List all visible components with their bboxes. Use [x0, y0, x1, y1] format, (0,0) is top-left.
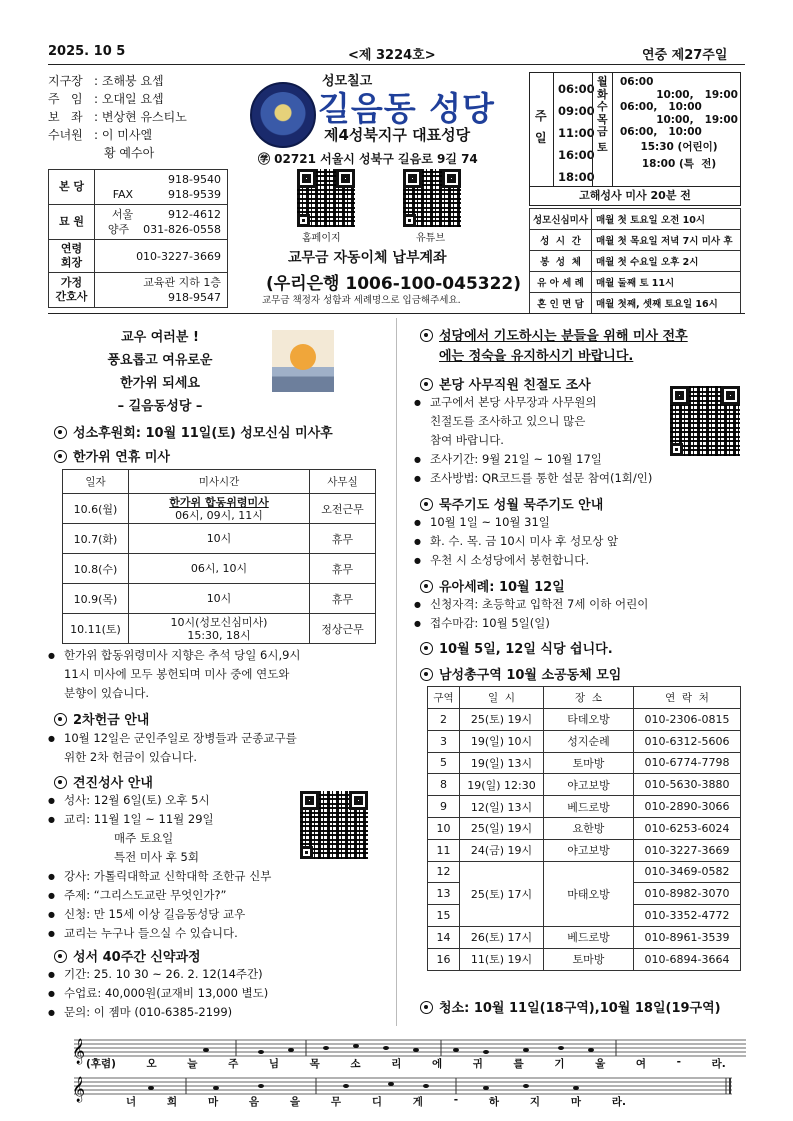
survey-line: 친절도를 조사하고 있으니 많은 [430, 414, 586, 428]
lyric-syllable: 귀 [472, 1058, 483, 1070]
staff-role: 지구장 [48, 74, 83, 88]
contact-phone: 010-3352-4772 [634, 905, 741, 927]
section-bullet-icon [420, 498, 433, 511]
meeting-place: 베드로방 [544, 926, 634, 948]
contact-phone: 010-6253-6024 [634, 817, 741, 839]
greeting-line: 교우 여러분 ! [121, 330, 199, 345]
meeting-place: 베드로방 [544, 796, 634, 818]
holiday-mass-title: 한가위 연휴 미사 [54, 446, 170, 465]
confirmation-item: ● 강사: 가톨릭대학교 신학대학 조한규 신부 [44, 867, 392, 886]
contact-line: 918-9547 [168, 291, 221, 304]
cleaning-notice: 청소: 10월 11일(18구역),10월 18일(19구역) [420, 997, 721, 1016]
parish-subtitle: 제4성북지구 대표성당 [324, 126, 471, 144]
zone: 5 [428, 752, 460, 774]
schedule-label: 유 아 세 례 [530, 272, 592, 293]
mass-time [129, 614, 310, 644]
mass-time [129, 584, 310, 614]
section-bullet-icon [420, 378, 433, 391]
lyric-syllable: (후렴) [86, 1058, 116, 1070]
greeting-line: 풍요롭고 여유로운 [107, 353, 213, 368]
table-row [63, 584, 376, 614]
schedule-label: 봉 성 체 [530, 251, 592, 272]
moon-image [272, 330, 334, 392]
section-bullet-icon [54, 950, 67, 963]
list-item: ● 10월 1일 ~ 10월 31일 [410, 513, 750, 532]
lyric-syllable: 님 [268, 1058, 280, 1070]
issue-number: <제 3224호> [348, 48, 436, 63]
weekday-label [597, 156, 608, 173]
header-rule [48, 64, 745, 65]
lyric-syllable: 목 [309, 1058, 320, 1070]
meeting-time: 25(일) 19시 [460, 817, 544, 839]
vocation-section-title: 성소후원회: 10월 11일(토) 성모신심 미사후 [54, 422, 333, 441]
survey-qr-icon[interactable] [670, 386, 740, 456]
table-header: 연 락 처 [634, 687, 741, 709]
contact-phone: 010-6312-5606 [634, 730, 741, 752]
section-bullet-icon [420, 329, 433, 342]
staff-name: : 변상현 유스티노 [94, 110, 187, 124]
weekday-time: 06:00 [620, 76, 654, 88]
survey-title: 본당 사무직원 친절도 조사 [420, 374, 591, 393]
schedule-label: 혼 인 면 담 [530, 293, 592, 314]
mass-times: 06시, 10시 [190, 562, 248, 575]
lyric-syllable: 지 [529, 1096, 541, 1108]
lyric-syllable: - [676, 1056, 682, 1068]
second-collection-title: 2차헌금 안내 [54, 709, 149, 728]
list-item: ● 접수마감: 10월 5일(일) [410, 614, 750, 633]
zone: 10 [428, 817, 460, 839]
confirmation-item: ● 성사: 12월 6일(토) 오후 5시 [44, 791, 392, 810]
lyric-syllable: 주 [228, 1058, 239, 1070]
contact-phone: 010-8961-3539 [634, 926, 741, 948]
rosary-title: 묵주기도 성월 묵주기도 안내 [420, 494, 603, 513]
office-status: 휴무 [310, 554, 376, 584]
staff-list [48, 72, 187, 162]
section-bullet-icon [54, 776, 67, 789]
lyric-syllable: - [453, 1094, 459, 1106]
issue-date: 2025. 10 5 [48, 44, 126, 59]
greeting-line: 한가위 되세요 [120, 376, 200, 391]
bible-item: ● 문의: 이 젬마 (010-6385-2199) [44, 1003, 392, 1022]
contact-label: 가정 간호사 [49, 273, 95, 308]
list-item: ● 화. 수. 목. 금 10시 미사 후 성모상 앞 [410, 532, 750, 551]
confirmation-item: ● 주제: “그리스도교란 무엇인가?” [44, 886, 392, 905]
meeting-place: 야고보방 [544, 774, 634, 796]
lyric-syllable: 무 [330, 1096, 341, 1108]
schedule-value: 매월 첫 토요일 오전 10시 [592, 209, 741, 230]
mass-title: 한가위 합동위령미사 [169, 495, 269, 509]
mass-date: 10.9(목) [63, 584, 129, 614]
table-header: 미사시간 [129, 470, 310, 494]
confirmation-item: ● 교리: 11월 1일 ~ 11월 29일 [44, 810, 392, 829]
table-row [428, 774, 741, 796]
meeting-place: 마태오방 [544, 861, 634, 926]
table-row [428, 709, 741, 731]
contact-value [95, 240, 228, 273]
sunday-mass-times [558, 78, 595, 188]
schedule-value: 매월 첫째, 셋째 토요일 16시 [592, 293, 741, 314]
table-row [428, 839, 741, 861]
contact-label: 본 당 [49, 170, 95, 205]
mass-date: 10.11(토) [63, 614, 129, 644]
lyric-syllable: 울 [595, 1058, 606, 1070]
svg-text:𝄞: 𝄞 [72, 1077, 86, 1102]
table-row [63, 494, 376, 524]
schedule-value: 매월 첫 수요일 오후 2시 [592, 251, 741, 272]
contact-phone: 010-2890-3066 [634, 796, 741, 818]
infant-baptism-title: 유아세례: 10월 12일 [420, 576, 565, 595]
table-header: 장 소 [544, 687, 634, 709]
meeting-time: 24(금) 19시 [460, 839, 544, 861]
cafeteria-closed: 10월 5일, 12일 식당 쉽니다. [420, 638, 613, 657]
survey-item: ● 조사방법: QR코드를 통한 설문 참여(1회/인) [410, 469, 750, 488]
staff-role: 수녀원 [48, 128, 83, 142]
contact-table [48, 169, 228, 308]
weekday-time: 15:30 (어린이) [640, 140, 718, 153]
contact-line: FAX 918-9539 [112, 188, 221, 201]
meeting-place: 요한방 [544, 817, 634, 839]
schedule-value: 매월 둘째 토 11시 [592, 272, 741, 293]
lyric-syllable: 를 [513, 1058, 524, 1070]
weekday-time: 10:00, 19:00 [656, 88, 738, 101]
table-row [428, 948, 741, 970]
schedule-row [530, 251, 741, 272]
lyric-syllable: 음 [248, 1096, 260, 1108]
lyric-syllable: 게 [412, 1096, 423, 1108]
greeting-line: – 길음동성당 – [117, 399, 203, 414]
table-row [428, 861, 741, 883]
weekday-label: 수 [597, 100, 608, 113]
weekday-label: 금 [597, 125, 608, 138]
music-lyrics-line1 [86, 1056, 726, 1071]
mass-date: 10.7(화) [63, 524, 129, 554]
table-header: 구역 [428, 687, 460, 709]
confirmation-item: ● 교리는 누구나 들으실 수 있습니다. [44, 924, 392, 943]
lyric-syllable: 희 [166, 1096, 178, 1108]
section-bullet-icon [54, 450, 67, 463]
parish-name: 길음동 성당 [318, 89, 495, 128]
staff-row [48, 126, 187, 144]
weekday-time: 06:00, 10:00 [620, 126, 702, 138]
account-note: 교무금 책정자 성함과 세례명으로 입금해주세요. [262, 295, 461, 306]
lyric-syllable: 소 [350, 1058, 361, 1070]
lyric-syllable: 라. [611, 1096, 626, 1108]
lyric-syllable: 마 [570, 1096, 582, 1108]
contact-label: 연령 회장 [49, 240, 95, 273]
lyric-syllable: 오 [146, 1058, 157, 1070]
office-status: 휴무 [310, 584, 376, 614]
lyric-syllable: 기 [554, 1058, 565, 1070]
second-collection-text [44, 729, 392, 767]
confirmation-title: 견진성사 안내 [54, 772, 153, 791]
office-status: 정상근무 [310, 614, 376, 644]
schedule-label: 성모신심미사 [530, 209, 592, 230]
staff-name: : 조해붕 요셉 [94, 74, 164, 88]
contact-label: 묘 원 [49, 205, 95, 240]
memorial-mass-note [44, 646, 392, 703]
sunday-time: 06:00 [558, 82, 595, 96]
note-line: 분향이 있습니다. [64, 686, 150, 700]
meeting-place: 야고보방 [544, 839, 634, 861]
meeting-place: 타데오방 [544, 709, 634, 731]
account-number: (우리은행 1006-100-045322) [266, 274, 522, 294]
lyric-syllable: 을 [289, 1096, 301, 1108]
schedule-row [530, 272, 741, 293]
confirmation-item: ● 신청: 만 15세 이상 길음동성당 교우 [44, 905, 392, 924]
table-row [428, 752, 741, 774]
weekday-labels [597, 76, 608, 173]
schedule-label: 성 시 간 [530, 230, 592, 251]
section-bullet-icon [420, 580, 433, 593]
meeting-place: 토마방 [544, 752, 634, 774]
lyric-syllable: 하 [488, 1096, 500, 1108]
mass-times: 10시 [206, 592, 232, 605]
table-header-row [428, 687, 741, 709]
youtube-qr-icon[interactable] [403, 169, 461, 227]
zone: 13 [428, 883, 460, 905]
table-row [428, 730, 741, 752]
weekday-time: 06:00, 10:00 [620, 101, 702, 113]
weekday-times [620, 76, 738, 173]
weekday-label: 화 [597, 87, 608, 101]
homepage-qr-icon[interactable] [297, 169, 355, 227]
rosary-items [410, 513, 750, 570]
lyric-syllable: 여 [635, 1058, 647, 1070]
section-rule [48, 313, 745, 314]
parish-address: ㊫ 02721 서울시 성북구 길음로 9길 74 [258, 152, 478, 166]
zone: 3 [428, 730, 460, 752]
mass-time [129, 494, 310, 524]
zone: 16 [428, 948, 460, 970]
mass-time [129, 524, 310, 554]
schedule-row [530, 209, 741, 230]
mass-title: 10시(성모신심미사) [170, 615, 268, 629]
weekday-time: 18:00 (특 전) [641, 157, 717, 170]
parish-logo [250, 82, 316, 148]
liturgical-week: 연중 제27주일 [642, 48, 728, 63]
sunday-time: 16:00 [558, 148, 595, 162]
contact-line: 양주 031-826-0558 [107, 223, 221, 236]
schedule-row [530, 293, 741, 314]
office-status: 오전근무 [310, 494, 376, 524]
bible-course-title: 성서 40주간 신약과정 [54, 946, 201, 965]
collection-line: 위한 2차 헌금이 있습니다. [64, 750, 198, 764]
music-lyrics-line2 [126, 1094, 626, 1109]
confirmation-detail: 매주 토요일 [114, 831, 174, 845]
contact-line: 918-9540 [168, 173, 221, 186]
table-row [428, 926, 741, 948]
meeting-place: 성지순례 [544, 730, 634, 752]
lyric-syllable: 라. [711, 1058, 726, 1070]
section-bullet-icon [420, 642, 433, 655]
bible-course-items [44, 965, 392, 1022]
table-header: 일 시 [460, 687, 544, 709]
sunday-time: 11:00 [558, 126, 595, 140]
zone: 11 [428, 839, 460, 861]
meeting-time: 19(일) 10시 [460, 730, 544, 752]
table-row [428, 796, 741, 818]
contact-value [95, 205, 228, 240]
staff-name: : 이 미사엘 [94, 128, 153, 142]
schedule-value: 매월 첫 목요일 저녁 7시 미사 후 [592, 230, 741, 251]
sunday-label: 주일 [535, 109, 547, 145]
mass-date: 10.8(수) [63, 554, 129, 584]
community-meeting-table [427, 686, 741, 971]
section-bullet-icon [420, 668, 433, 681]
contact-value [95, 273, 228, 308]
contact-row [49, 170, 228, 205]
note-line: 11시 미사에 모두 봉헌되며 미사 중에 연도와 [64, 667, 290, 681]
schedule-table [529, 208, 741, 314]
survey-item: ● 조사기간: 9월 21일 ~ 10월 17일 [410, 450, 750, 469]
section-bullet-icon [54, 713, 67, 726]
meeting-place: 토마방 [544, 948, 634, 970]
weekday-label: 목 [597, 112, 608, 126]
staff-role: 주 임 [48, 92, 83, 106]
meeting-time: 11(토) 19시 [460, 948, 544, 970]
community-meeting-title: 남성총구역 10월 소공동체 모임 [420, 664, 621, 683]
sunday-time: 18:00 [558, 170, 595, 184]
section-bullet-icon [420, 1001, 433, 1014]
contact-row [49, 273, 228, 308]
meeting-time: 26(토) 17시 [460, 926, 544, 948]
contact-phone: 010-2306-0815 [634, 709, 741, 731]
music-score [56, 1034, 746, 1112]
mass-times: 15:30, 18시 [187, 628, 251, 642]
confirmation-qr-icon[interactable] [300, 791, 368, 859]
contact-row [49, 240, 228, 273]
weekday-label: 토 [597, 140, 608, 154]
meeting-time: 25(토) 17시 [460, 861, 544, 926]
table-row [63, 554, 376, 584]
zone: 8 [428, 774, 460, 796]
zone: 14 [428, 926, 460, 948]
bible-item: ● 수업료: 40,000원(교재비 13,000 별도) [44, 984, 392, 1003]
contact-line: 교육관 지하 1층 [143, 276, 221, 289]
infant-baptism-items [410, 595, 750, 633]
silence-notice: 성당에서 기도하시는 분들을 위해 미사 전후 에는 정숙을 유지하시기 바랍니다. [420, 327, 688, 367]
contact-phone: 010-3469-0582 [634, 861, 741, 883]
confession-note: 고해성사 미사 20분 전 [529, 187, 741, 206]
staff-role: 보 좌 [48, 110, 83, 124]
lyric-syllable: 디 [371, 1096, 382, 1108]
account-title: 교무금 자동이체 납부계좌 [288, 250, 447, 266]
lyric-syllable: 늘 [187, 1058, 198, 1070]
list-item: ● 우천 시 소성당에서 봉헌합니다. [410, 551, 750, 570]
zone: 2 [428, 709, 460, 731]
schedule-row [530, 230, 741, 251]
staff-row [48, 72, 187, 90]
survey-line: ● 교구에서 본당 사무장과 사무원의 [410, 393, 750, 412]
lyric-syllable: 너 [126, 1096, 137, 1108]
homepage-qr-label: 홈페이지 [302, 233, 341, 244]
greeting [72, 326, 248, 418]
section-bullet-icon [54, 426, 67, 439]
contact-phone: 010-8982-3070 [634, 883, 741, 905]
contact-value [95, 170, 228, 205]
sunday-time: 09:00 [558, 104, 595, 118]
survey-line: 참여 바랍니다. [430, 433, 504, 447]
staff-row [48, 108, 187, 126]
zone: 12 [428, 861, 460, 883]
contact-row [49, 205, 228, 240]
contact-phone: 010-6774-7798 [634, 752, 741, 774]
zone: 15 [428, 905, 460, 927]
mass-times: 06시, 09시, 11시 [175, 508, 263, 522]
confirmation-detail: 특전 미사 후 5회 [114, 850, 199, 864]
mass-times: 10시 [206, 532, 232, 545]
table-header-row [63, 470, 376, 494]
svg-text:𝄞: 𝄞 [72, 1039, 86, 1064]
shrine-label: 성모칠고 [322, 74, 373, 89]
contact-line: 서울 912-4612 [111, 208, 221, 221]
meeting-time: 19(일) 13시 [460, 752, 544, 774]
meeting-time: 19(일) 12:30 [460, 774, 544, 796]
youtube-qr-label: 유튜브 [416, 233, 445, 244]
staff-row [48, 90, 187, 108]
contact-phone: 010-3227-3669 [634, 839, 741, 861]
contact-line: 010-3227-3669 [136, 249, 221, 263]
contact-phone: 010-6894-3664 [634, 948, 741, 970]
bible-item: ● 기간: 25. 10 30 ~ 26. 2. 12(14주간) [44, 965, 392, 984]
table-header: 사무실 [310, 470, 376, 494]
table-row [63, 614, 376, 644]
staff-extra: 황 예수아 [104, 146, 155, 160]
mass-time [129, 554, 310, 584]
holiday-mass-table [62, 469, 376, 644]
table-header: 일자 [63, 470, 129, 494]
contact-phone: 010-5630-3880 [634, 774, 741, 796]
meeting-time: 25(토) 19시 [460, 709, 544, 731]
mass-date: 10.6(월) [63, 494, 129, 524]
lyric-syllable: 마 [207, 1096, 219, 1108]
office-status: 휴무 [310, 524, 376, 554]
list-item: ● 신청자격: 초등학교 입학전 7세 이하 어린이 [410, 595, 750, 614]
weekday-time: 10:00, 19:00 [656, 113, 738, 126]
table-row [428, 817, 741, 839]
meeting-time: 12(일) 13시 [460, 796, 544, 818]
lyric-syllable: 리 [391, 1058, 402, 1070]
table-row [63, 524, 376, 554]
weekday-label: 월 [597, 75, 608, 88]
zone: 9 [428, 796, 460, 818]
collection-line: ● 10월 12일은 군인주일로 장병들과 군종교구를 [44, 729, 392, 748]
staff-name: : 오대일 요셉 [94, 92, 164, 106]
lyric-syllable: 에 [431, 1058, 443, 1070]
note-line: ● 한가위 합동위령미사 지향은 추석 당일 6시,9시 [44, 646, 392, 665]
